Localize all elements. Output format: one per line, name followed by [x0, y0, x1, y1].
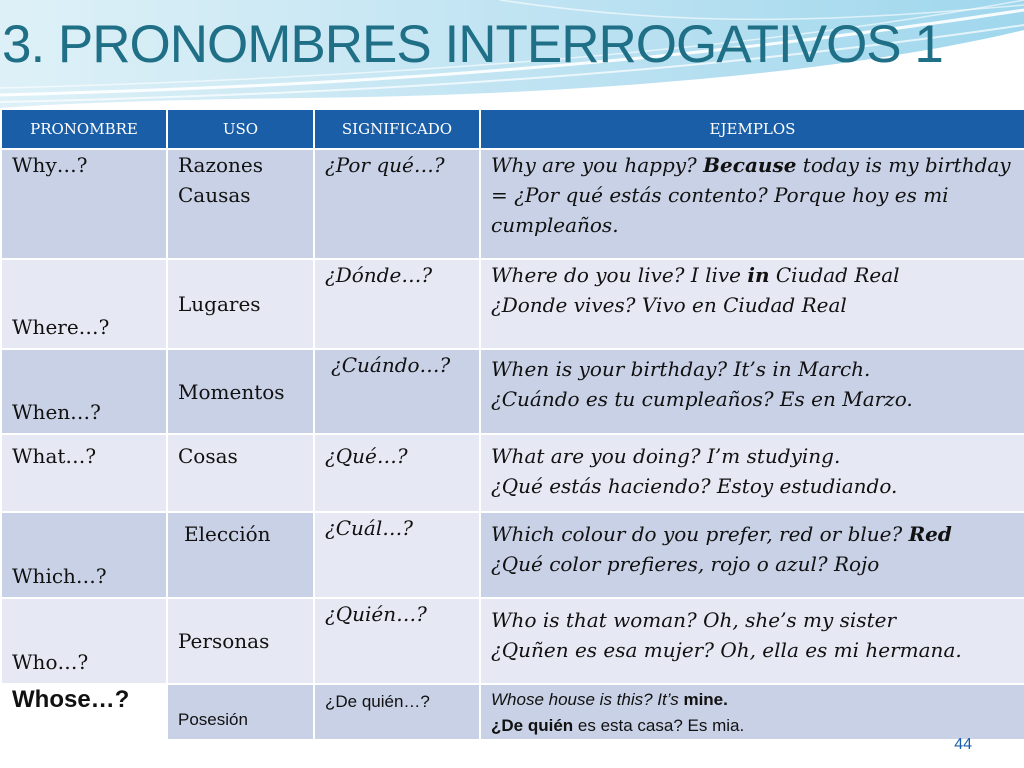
example-text: today is my birthday = ¿Por qué estás contento? Porque hoy es mi cumpleaños.	[491, 153, 1011, 237]
example-text: Ciudad Real	[769, 263, 900, 287]
use-cell: Momentos	[167, 349, 314, 434]
pronoun-cell: Who…?	[1, 598, 167, 684]
header-significado: SIGNIFICADO	[314, 109, 480, 149]
example-bold-text: ¿De quién	[491, 716, 574, 735]
use-text: Causas	[178, 183, 251, 207]
meaning-cell: ¿Por qué…?	[314, 149, 480, 259]
example-bold-text: in	[747, 263, 770, 287]
use-cell	[167, 149, 314, 259]
use-text: Razones	[178, 153, 263, 177]
pronoun-cell: When…?	[1, 349, 167, 434]
example-text: Where do you live? I live	[491, 263, 748, 287]
example-text: ¿Quñen es esa mujer? Oh, ella es mi hermana.	[491, 638, 962, 662]
meaning-cell: ¿Qué…?	[314, 434, 480, 512]
example-cell	[480, 434, 1024, 512]
use-cell: Cosas	[167, 434, 314, 512]
pronoun-cell: Why…?	[1, 149, 167, 259]
example-cell	[480, 149, 1024, 259]
example-text: ¿Cuándo es tu cumpleaños? Es en Marzo.	[491, 387, 913, 411]
table-row	[1, 598, 1024, 684]
meaning-cell: ¿Dónde…?	[314, 259, 480, 349]
pronoun-cell: Which…?	[1, 512, 167, 598]
use-cell: Personas	[167, 598, 314, 684]
header-ejemplos: EJEMPLOS	[480, 109, 1024, 149]
example-text: Who is that woman? Oh, she’s my sister	[491, 608, 897, 632]
example-cell	[480, 512, 1024, 598]
meaning-cell: ¿Cuándo…?	[314, 349, 480, 434]
table-header-row	[1, 109, 1024, 149]
table-row	[1, 434, 1024, 512]
example-text: es esta casa? Es mia.	[573, 716, 745, 735]
table-row	[1, 259, 1024, 349]
meaning-cell: ¿Quién…?	[314, 598, 480, 684]
header-uso: USO	[167, 109, 314, 149]
page-number: 44	[954, 736, 972, 753]
example-text: Why are you happy?	[491, 153, 704, 177]
example-text: When is your birthday? It’s in March.	[491, 357, 871, 381]
example-text: ¿Donde vives? Vivo en Ciudad Real	[491, 293, 847, 317]
example-text: ¿Qué color prefieres, rojo o azul? Rojo	[491, 552, 880, 576]
table-row	[1, 349, 1024, 434]
table-row	[1, 512, 1024, 598]
pronouns-table	[0, 108, 1024, 741]
table-row	[1, 684, 1024, 740]
table-row	[1, 149, 1024, 259]
pronoun-cell: Where…?	[1, 259, 167, 349]
header-pronombre: PRONOMBRE	[1, 109, 167, 149]
use-cell: Lugares	[167, 259, 314, 349]
pronoun-cell: Whose…?	[1, 684, 167, 740]
example-text: What are you doing? I’m studying.	[491, 444, 841, 468]
meaning-cell: ¿De quién…?	[314, 684, 480, 740]
example-cell	[480, 684, 1024, 740]
example-bold-text: mine.	[683, 690, 728, 709]
use-cell: Elección	[167, 512, 314, 598]
example-cell	[480, 349, 1024, 434]
use-cell: Posesión	[167, 684, 314, 740]
example-text: Whose house is this? It’s	[491, 690, 684, 709]
example-bold-text: Red	[908, 522, 952, 546]
example-bold-text: Because	[703, 153, 797, 177]
pronoun-cell: What…?	[1, 434, 167, 512]
example-text: ¿Qué estás haciendo? Estoy estudiando.	[491, 474, 898, 498]
example-cell	[480, 259, 1024, 349]
example-text: Which colour do you prefer, red or blue?	[491, 522, 909, 546]
slide-title: 3. PRONOMBRES INTERROGATIVOS 1	[2, 15, 943, 74]
meaning-cell: ¿Cuál…?	[314, 512, 480, 598]
example-cell	[480, 598, 1024, 684]
